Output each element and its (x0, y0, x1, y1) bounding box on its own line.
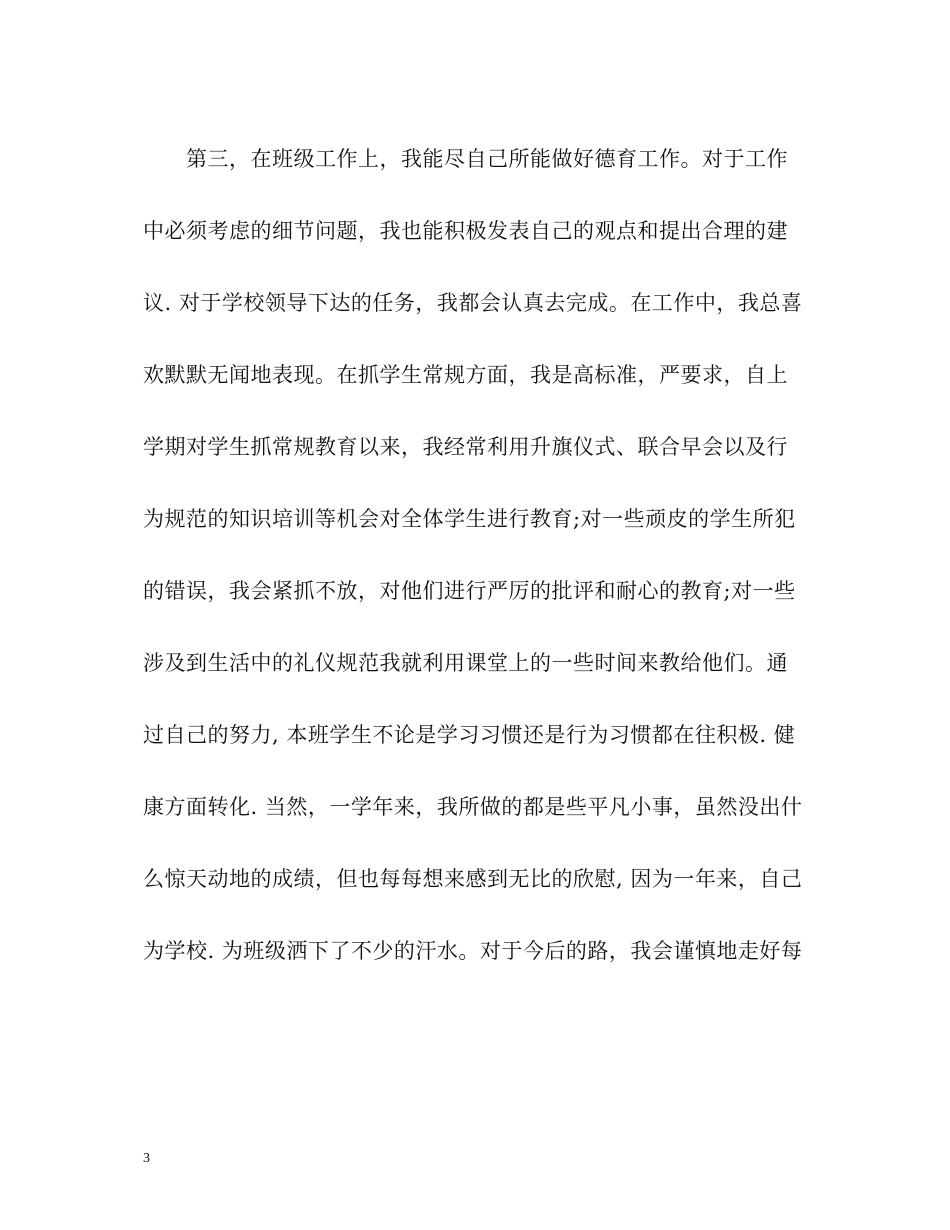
text-line: 康方面转化. 当然，一学年来，我所做的都是些平凡小事，虽然没出什 (143, 795, 803, 819)
text-line: 欢默默无闻地表现。在抓学生常规方面，我是高标准，严要求，自上 (143, 363, 788, 387)
text-line: 学期对学生抓常规教育以来，我经常利用升旗仪式、联合早会以及行 (143, 435, 788, 459)
text-line: 为学校. 为班级洒下了不少的汗水。对于今后的路，我会谨慎地走好每 (143, 939, 803, 963)
text-line: 议. 对于学校领导下达的任务，我都会认真去完成。在工作中，我总喜 (143, 291, 803, 315)
text-line: 第三，在班级工作上，我能尽自己所能做好德育工作。对于工作 (186, 147, 788, 171)
page-number: 3 (143, 1151, 150, 1166)
text-line: 过自己的努力, 本班学生不论是学习习惯还是行为习惯都在往积极. 健 (143, 723, 796, 747)
text-line: 的错误，我会紧抓不放，对他们进行严厉的批评和耐心的教育;对一些 (143, 579, 796, 603)
text-line: 中必须考虑的细节问题，我也能积极发表自己的观点和提出合理的建 (143, 219, 788, 243)
text-line: 为规范的知识培训等机会对全体学生进行教育;对一些顽皮的学生所犯 (143, 507, 796, 531)
text-line: 涉及到生活中的礼仪规范我就利用课堂上的一些时间来教给他们。通 (143, 651, 788, 675)
body-paragraph (143, 137, 813, 1001)
text-line: 么惊天动地的成绩，但也每每想来感到无比的欣慰, 因为一年来，自己 (143, 867, 803, 891)
